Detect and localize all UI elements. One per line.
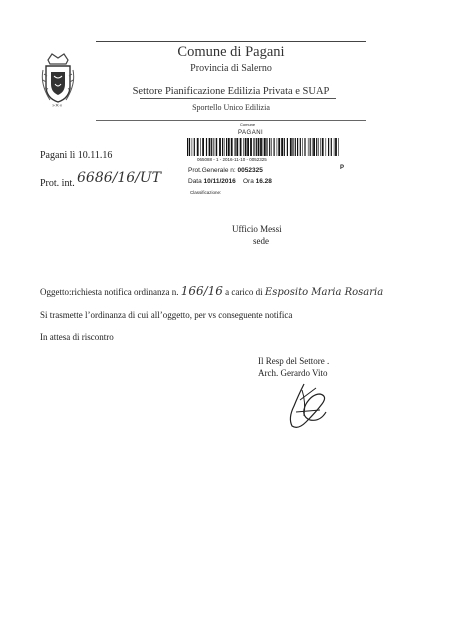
settore-line: Settore Pianificazione Edilizia Privata e SUAP (132, 86, 330, 97)
barcode-bar (266, 138, 267, 156)
barcode-bar (338, 138, 339, 156)
oggetto-prefix: Oggetto:richiesta notifica ordinanza n. (40, 287, 179, 297)
barcode-bar (250, 138, 252, 156)
prot-int-label: Prot. int. (40, 178, 75, 189)
barcode-bar (326, 138, 327, 156)
barcode-bar (278, 138, 280, 156)
barcode-bar (253, 138, 254, 156)
stamp-letter: P (340, 165, 345, 171)
resp-settore: Il Resp del Settore . (258, 356, 330, 366)
barcode-bar (209, 138, 211, 156)
barcode-bar (264, 138, 266, 156)
stamp-ora-value: 16.28 (255, 178, 272, 185)
barcode-bar (269, 138, 270, 156)
barcode-bar (228, 138, 230, 156)
attesa-line: In attesa di riscontro (40, 332, 114, 342)
barcode-bar (216, 138, 217, 156)
barcode-bar (297, 138, 298, 156)
barcode-bar (331, 138, 332, 156)
stamp-ora-label: Ora (242, 178, 254, 185)
barcode-bar (287, 138, 288, 156)
barcode-bar (300, 138, 301, 156)
barcode-bar (240, 138, 242, 156)
barcode-bar (277, 138, 278, 156)
barcode-bar (308, 138, 309, 156)
barcode-bar (231, 138, 233, 156)
barcode-bar (304, 138, 305, 156)
carico-di-handwritten: Esposito Maria Rosaria (264, 287, 384, 298)
barcode-bar (213, 138, 214, 156)
stamp-data-value: 10/11/2016 (203, 178, 236, 185)
stamp-protocol-row (188, 167, 263, 174)
barcode-bar (312, 138, 313, 156)
barcode-bar (316, 138, 317, 156)
barcode-bar (243, 138, 244, 156)
provincia-subtitle: Provincia di Salerno (190, 63, 272, 74)
barcode-bar (322, 138, 324, 156)
recipient-sede: sede (253, 236, 269, 246)
signature-icon (276, 382, 332, 432)
barcode-bar (211, 138, 212, 156)
barcode-bar (271, 138, 272, 156)
coat-of-arms-icon (40, 50, 76, 108)
barcode-bar (236, 138, 238, 156)
barcode-bar (290, 138, 292, 156)
barcode-bar (194, 138, 195, 156)
barcode-bar (302, 138, 303, 156)
barcode-text: 065088 - 1 - 2016-11-10 - 0052325 (197, 157, 267, 162)
barcode-bar (260, 138, 262, 156)
barcode-bar (318, 138, 319, 156)
stamp-date-row (188, 178, 272, 185)
barcode-bar (215, 138, 216, 156)
barcode-bar (200, 138, 201, 156)
barcode-bar (245, 138, 247, 156)
barcode-bar (235, 138, 236, 156)
barcode-bar (226, 138, 227, 156)
stamp-classificazione: Classificazione: (190, 190, 222, 195)
barcode-bar (189, 138, 190, 156)
barcode-bar (313, 138, 315, 156)
barcode-bar (284, 138, 285, 156)
barcode-bar (202, 138, 204, 156)
barcode-bar (187, 138, 188, 156)
svg-text:»✕«: »✕« (52, 103, 63, 108)
barcode-bar (256, 138, 257, 156)
barcode-bar (197, 138, 199, 156)
barcode-bar (292, 138, 293, 156)
barcode-icon (187, 138, 341, 156)
place-date: Pagani lì 10.11.16 (40, 150, 113, 161)
prot-int-handwritten: 6686/16/UT (77, 170, 162, 186)
stamp-prot-number: 0052325 (237, 167, 263, 174)
barcode-bar (281, 138, 283, 156)
comune-title: Comune di Pagani (177, 44, 285, 60)
architect-name: Arch. Gerardo Vito (258, 368, 328, 378)
oggetto-line (40, 284, 383, 298)
barcode-bar (247, 138, 249, 156)
ordinanza-number-handwritten: 166/16 (180, 284, 223, 298)
header-divider (140, 98, 336, 99)
stamp-city: PAGANI (238, 130, 264, 136)
recipient-ufficio: Ufficio Messi (232, 224, 282, 234)
barcode-bar (335, 138, 337, 156)
oggetto-middle: a carico di (225, 287, 263, 297)
barcode-bar (219, 138, 221, 156)
barcode-bar (224, 138, 225, 156)
barcode-bar (320, 138, 321, 156)
barcode-bar (305, 138, 306, 156)
barcode-bar (258, 138, 260, 156)
sportello-line: Sportello Unico Edilizia (192, 103, 270, 112)
barcode-bar (222, 138, 223, 156)
barcode-bar (310, 138, 311, 156)
stamp-prot-label: Prot.Generale n: (188, 167, 236, 174)
barcode-bar (295, 138, 296, 156)
barcode-bar (274, 138, 275, 156)
barcode-bar (328, 138, 329, 156)
stamp-comune-label: Comune (240, 122, 256, 127)
barcode-bar (263, 138, 264, 156)
stamp-data-label: Data (188, 178, 202, 185)
barcode-bar (334, 138, 335, 156)
barcode-bar (192, 138, 193, 156)
barcode-bar (206, 138, 207, 156)
trasmette-line: Si trasmette l’ordinanza di cui all’oggetto, per vs conseguente notifica (40, 310, 293, 320)
